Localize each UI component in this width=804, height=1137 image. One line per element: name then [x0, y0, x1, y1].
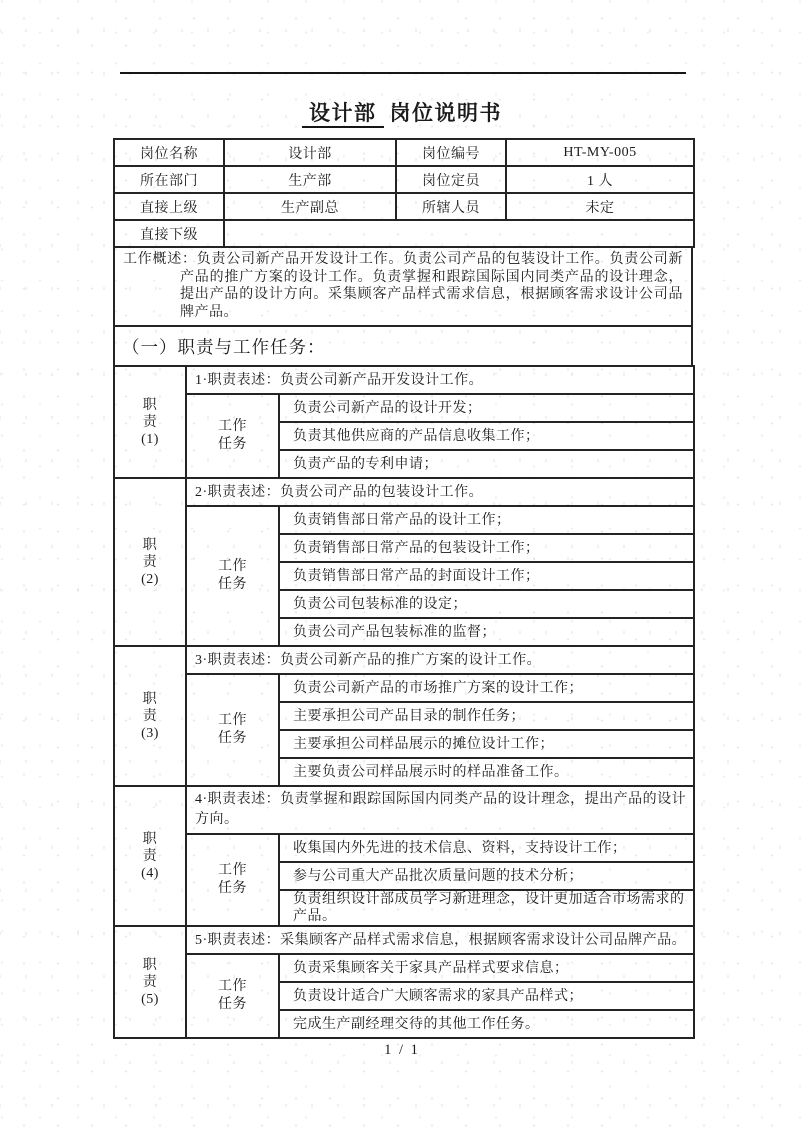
task-row: [114, 506, 694, 534]
task-group-label: 工作 任务: [186, 394, 279, 478]
section-heading: [113, 325, 693, 365]
statement-row: [114, 366, 694, 394]
responsibility-statement: 3·职责表述：负责公司新产品的推广方案的设计工作。: [186, 646, 694, 674]
table-row: [114, 193, 694, 220]
statement-row: [114, 646, 694, 674]
task-group-label: 工作 任务: [186, 834, 279, 926]
task-row: [114, 954, 694, 982]
task-item: 负责设计适合广大顾客需求的家具产品样式；: [279, 982, 694, 1010]
task-item: 主要承担公司样品展示的摊位设计工作；: [279, 730, 694, 758]
field-label: 所在部门: [114, 166, 224, 193]
responsibility-statement: 1·职责表述：负责公司新产品开发设计工作。: [186, 366, 694, 394]
responsibility-side-label: 职 责 (3): [114, 646, 186, 786]
page-number: 1 / 1: [384, 1042, 420, 1058]
task-item: 负责销售部日常产品的包装设计工作；: [279, 534, 694, 562]
job-overview-box: [113, 248, 693, 325]
page-title: [0, 97, 804, 127]
field-value: 未定: [506, 193, 694, 220]
table-row: [114, 166, 694, 193]
responsibility-side-label: 职 责 (4): [114, 786, 186, 926]
task-item: 收集国内外先进的技术信息、资料，支持设计工作；: [279, 834, 694, 862]
responsibility-side-label: 职 责 (5): [114, 926, 186, 1038]
task-item: 负责产品的专利申请；: [279, 450, 694, 478]
job-overview-label: 工作概述：: [123, 252, 197, 267]
field-label: 直接下级: [114, 220, 224, 247]
task-item: 负责其他供应商的产品信息收集工作；: [279, 422, 694, 450]
statement-row: [114, 926, 694, 954]
responsibility-side-label: 职 责 (2): [114, 478, 186, 646]
field-label: 岗位定员: [396, 166, 506, 193]
field-value: HT-MY-005: [506, 139, 694, 166]
responsibility-side-label: 职 责 (1): [114, 366, 186, 478]
table-row: [114, 139, 694, 166]
task-item: 负责组织设计部成员学习新进理念，设计更加适合市场需求的产品。: [279, 890, 694, 926]
task-row: [114, 674, 694, 702]
statement-row: [114, 478, 694, 506]
task-item: 负责公司新产品的设计开发；: [279, 394, 694, 422]
field-value: 生产部: [224, 166, 396, 193]
field-value: 生产副总: [224, 193, 396, 220]
task-group-label: 工作 任务: [186, 506, 279, 646]
task-group-label: 工作 任务: [186, 954, 279, 1038]
task-item: 负责采集顾客关于家具产品样式要求信息；: [279, 954, 694, 982]
page-title-suffix: 岗位说明书: [389, 101, 502, 125]
responsibilities-table: [113, 365, 695, 1039]
field-label: 岗位编号: [396, 139, 506, 166]
task-row: [114, 394, 694, 422]
field-label: 直接上级: [114, 193, 224, 220]
task-item: 完成生产副经理交待的其他工作任务。: [279, 1010, 694, 1038]
task-item: 参与公司重大产品批次质量问题的技术分析；: [279, 862, 694, 890]
field-label: 岗位名称: [114, 139, 224, 166]
task-group-label: 工作 任务: [186, 674, 279, 786]
task-row: [114, 834, 694, 862]
field-value: 1 人: [506, 166, 694, 193]
document-body: [113, 138, 693, 1039]
header-rule: [120, 72, 686, 74]
task-item: 负责公司产品包装标准的监督；: [279, 618, 694, 646]
field-value: 设计部: [224, 139, 396, 166]
section-heading-text: （一）职责与工作任务：: [122, 336, 326, 357]
job-overview-body: 负责公司新产品开发设计工作。负责公司产品的包装设计工作。负责公司新产品的推广方案的设计工作。负责掌握和跟踪国际国内同类产品的设计理念，提出产品的设计方向。采集顾客产品样式需求信息，根据顾客需求设计公司品牌产品。: [180, 252, 684, 320]
statement-row: [114, 786, 694, 834]
responsibility-statement: 5·职责表述：采集顾客产品样式需求信息，根据顾客需求设计公司品牌产品。: [186, 926, 694, 954]
task-item: 负责销售部日常产品的封面设计工作；: [279, 562, 694, 590]
responsibility-statement: 2·职责表述：负责公司产品的包装设计工作。: [186, 478, 694, 506]
task-item: 负责销售部日常产品的设计工作；: [279, 506, 694, 534]
job-overview-text: [123, 251, 683, 321]
task-item: 主要负责公司样品展示时的样品准备工作。: [279, 758, 694, 786]
table-row: [114, 220, 694, 247]
task-item: 负责公司包装标准的设定；: [279, 590, 694, 618]
field-value: [224, 220, 694, 247]
page-title-department: 设计部: [302, 101, 384, 128]
position-info-table: [113, 138, 695, 248]
field-label: 所辖人员: [396, 193, 506, 220]
task-item: 负责公司新产品的市场推广方案的设计工作；: [279, 674, 694, 702]
responsibility-statement: 4·职责表述：负责掌握和跟踪国际国内同类产品的设计理念，提出产品的设计方向。: [186, 786, 694, 834]
task-item: 主要承担公司产品目录的制作任务；: [279, 702, 694, 730]
